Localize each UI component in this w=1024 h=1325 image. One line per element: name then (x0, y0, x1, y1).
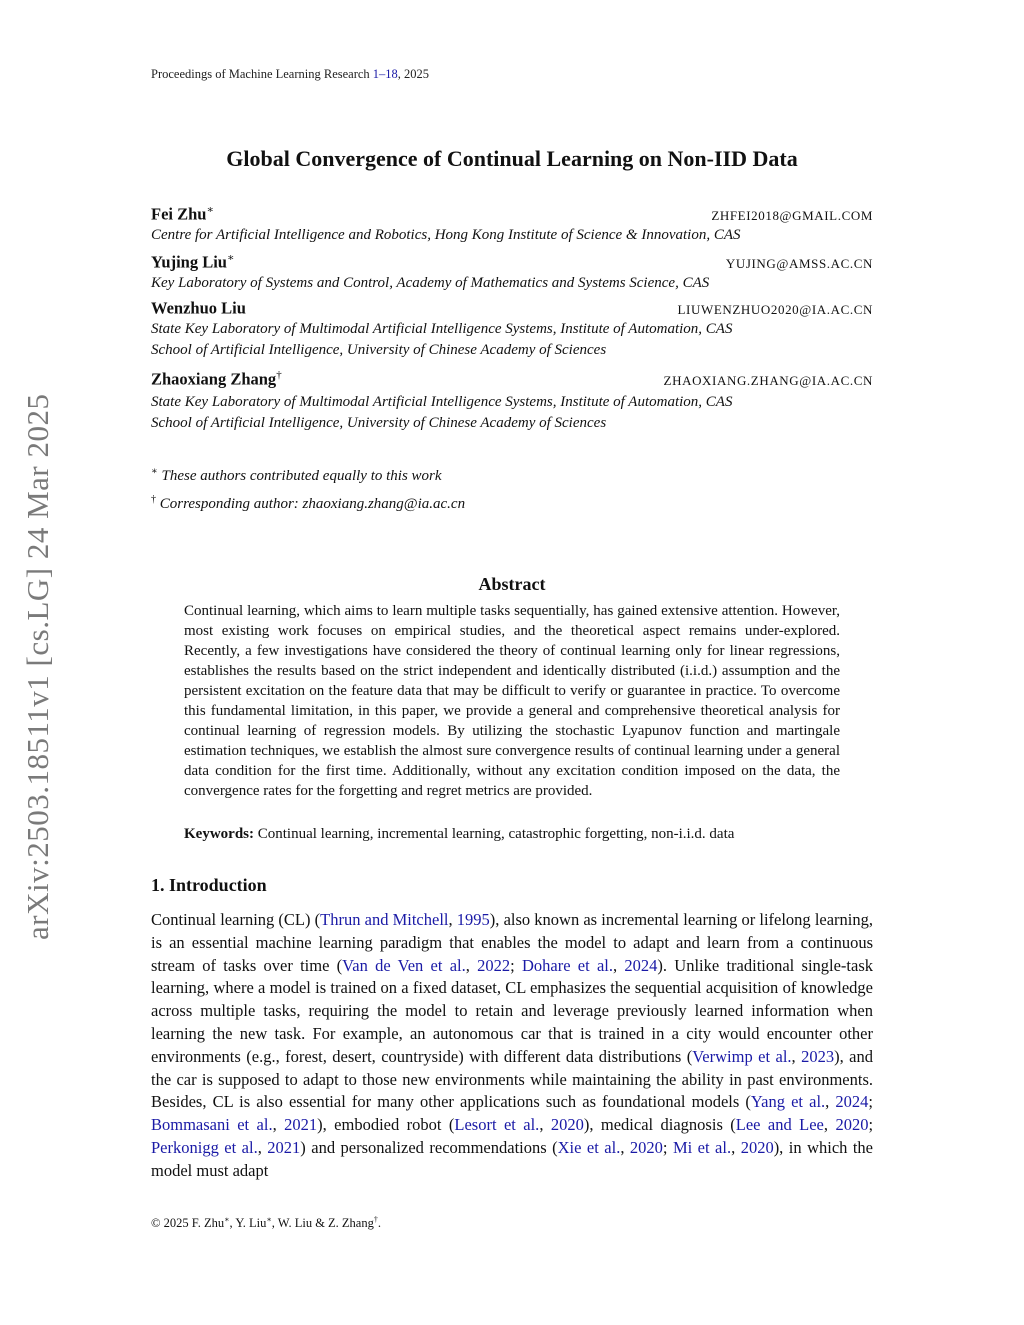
page-range-link[interactable]: 1–18 (372, 67, 398, 81)
citation-link[interactable]: Bommasani et al. (151, 1115, 273, 1135)
abstract-heading: Abstract (478, 574, 546, 594)
running-head: Proceedings of Machine Learning Research 1–18, 2025 (151, 67, 430, 81)
keywords: Keywords: Continual learning, incremental learning, catastrophic forgetting, non-i.i.d. data (184, 826, 735, 842)
citation-link[interactable]: 1995 (456, 910, 490, 929)
citation-link[interactable]: Xie et al. (557, 1137, 621, 1157)
author-affiliation: Centre for Artificial Intelligence and Robotics, Hong Kong Institute of Science & Innovation, CAS (151, 226, 741, 243)
author-name: Zhaoxiang Zhang† (151, 369, 282, 389)
citation-link[interactable]: 2020 (550, 1115, 584, 1135)
author-affiliation: School of Artificial Intelligence, University of Chinese Academy of Sciences (151, 341, 607, 358)
citation-link[interactable]: 2020 (835, 1115, 869, 1135)
abstract-text: Continual learning, which aims to learn multiple tasks sequentially, has gained extensive attention. However, most existing work focuses on empirical studies, and the theoretical aspect remains under-explored. Recently, a few investigations have considered the theory of continual learning only for linear regressions, establishes the results based on the strict independent and identically distributed (i.i.d.) assumption and the persistent excitation on the feature data that may be difficult to verify or guarantee in practice. To overcome this fundamental limitation, in this paper, we provide a general and comprehensive theoretical analysis for continual learning of regression models. By utilizing the stochastic Lyapunov function and martingale estimation techniques, we establish the almost sure convergence results of continual learning under a general data condition for the first time. Additionally, without any excitation condition imposed on the data, the convergence rates for the forgetting and regret metrics are provided. (184, 603, 840, 799)
paper-title: Global Convergence of Continual Learning on Non-IID Data (226, 146, 798, 171)
corresponding-author-note: † Corresponding author: zhaoxiang.zhang@ia.ac.cn (151, 494, 466, 512)
author-email[interactable]: LIUWENZHUO2020@IA.AC.CN (677, 301, 873, 317)
author-notes (151, 460, 873, 516)
citation-link[interactable]: 2020 (629, 1137, 663, 1157)
citation-link[interactable]: 2024 (835, 1092, 869, 1112)
citation-link[interactable]: 2022 (477, 955, 511, 975)
author-block (151, 251, 873, 294)
citation-link[interactable]: 2023 (801, 1046, 835, 1066)
citation-link[interactable]: Dohare et al. (521, 955, 614, 975)
citation-link[interactable]: Thrun and Mitchell (320, 910, 449, 929)
copyright-footer: © 2025 F. Zhu∗, Y. Liu∗, W. Liu & Z. Zhang†. (151, 1215, 381, 1231)
citation-link[interactable]: Verwimp et al. (692, 1046, 792, 1066)
citation-link[interactable]: Mi et al. (672, 1137, 732, 1157)
author-email[interactable]: ZHFEI2018@GMAIL.COM (711, 207, 873, 223)
author-affiliation: State Key Laboratory of Multimodal Artificial Intelligence Systems, Institute of Automation, CAS (151, 393, 733, 410)
author-affiliation: State Key Laboratory of Multimodal Artificial Intelligence Systems, Institute of Automation, CAS (151, 320, 733, 337)
author-name: Wenzhuo Liu (151, 298, 246, 318)
author-block (151, 369, 873, 434)
introduction-paragraph: Continual learning (CL) (Thrun and Mitchell, 1995), also known as incremental learning or lifelong learning, is an essential machine learning paradigm that enables the model to adapt and learn from a continuous stream of tasks over time (Van de Ven et al., 2022; Dohare et al., 2024). Unlike traditional single-task learning, where a model is trained on a fixed dataset, CL emphasizes the sequential acquisition of knowledge across multiple tasks, requiring the model to retain and leverage previously learned information when learning the new task. For example, an autonomous car that is trained in a city would encounter other environments (e.g., forest, desert, countryside) with different data distributions (Verwimp et al., 2023), and the car is supposed to adapt to those new environments while maintaining the ability in past environments. Besides, CL is also essential for many other applications such as foundational models (Yang et al., 2024; Bommasani et al., 2021), embodied robot (Lesort et al., 2020), medical diagnosis (Lee and Lee, 2020; Perkonigg et al., 2021) and personalized recommendations (Xie et al., 2020; Mi et al., 2020), in which the model must adapt (151, 910, 874, 1180)
author-affiliation: School of Artificial Intelligence, University of Chinese Academy of Sciences (151, 414, 607, 431)
author-name: Fei Zhu∗ (151, 204, 214, 224)
citation-link[interactable]: Van de Ven et al. (342, 955, 466, 975)
equal-contribution-note: ∗ These authors contributed equally to this work (151, 466, 442, 484)
citation-link[interactable]: 2024 (624, 955, 658, 975)
citation-link[interactable]: Perkonigg et al. (151, 1137, 258, 1157)
citation-link[interactable]: 2020 (740, 1137, 774, 1157)
citation-link[interactable]: 2021 (267, 1137, 301, 1157)
citation-link[interactable]: Lee and Lee (735, 1115, 824, 1135)
author-affiliation: Key Laboratory of Systems and Control, Academy of Mathematics and Systems Science, CAS (151, 274, 710, 291)
citation-link[interactable]: Yang et al. (750, 1092, 826, 1112)
citation-link[interactable]: 2021 (284, 1115, 318, 1135)
arxiv-side-stamp: arXiv:2503.18511v1 [cs.LG] 24 Mar 2025 (20, 393, 55, 940)
citation-link[interactable]: Lesort et al. (454, 1115, 540, 1135)
author-email[interactable]: ZHAOXIANG.ZHANG@IA.AC.CN (663, 372, 873, 388)
author-name: Yujing Liu∗ (151, 252, 235, 272)
author-block (151, 298, 873, 361)
section-heading-introduction: 1. Introduction (151, 875, 267, 895)
author-email[interactable]: YUJING@AMSS.AC.CN (725, 255, 873, 271)
author-block (151, 203, 873, 246)
